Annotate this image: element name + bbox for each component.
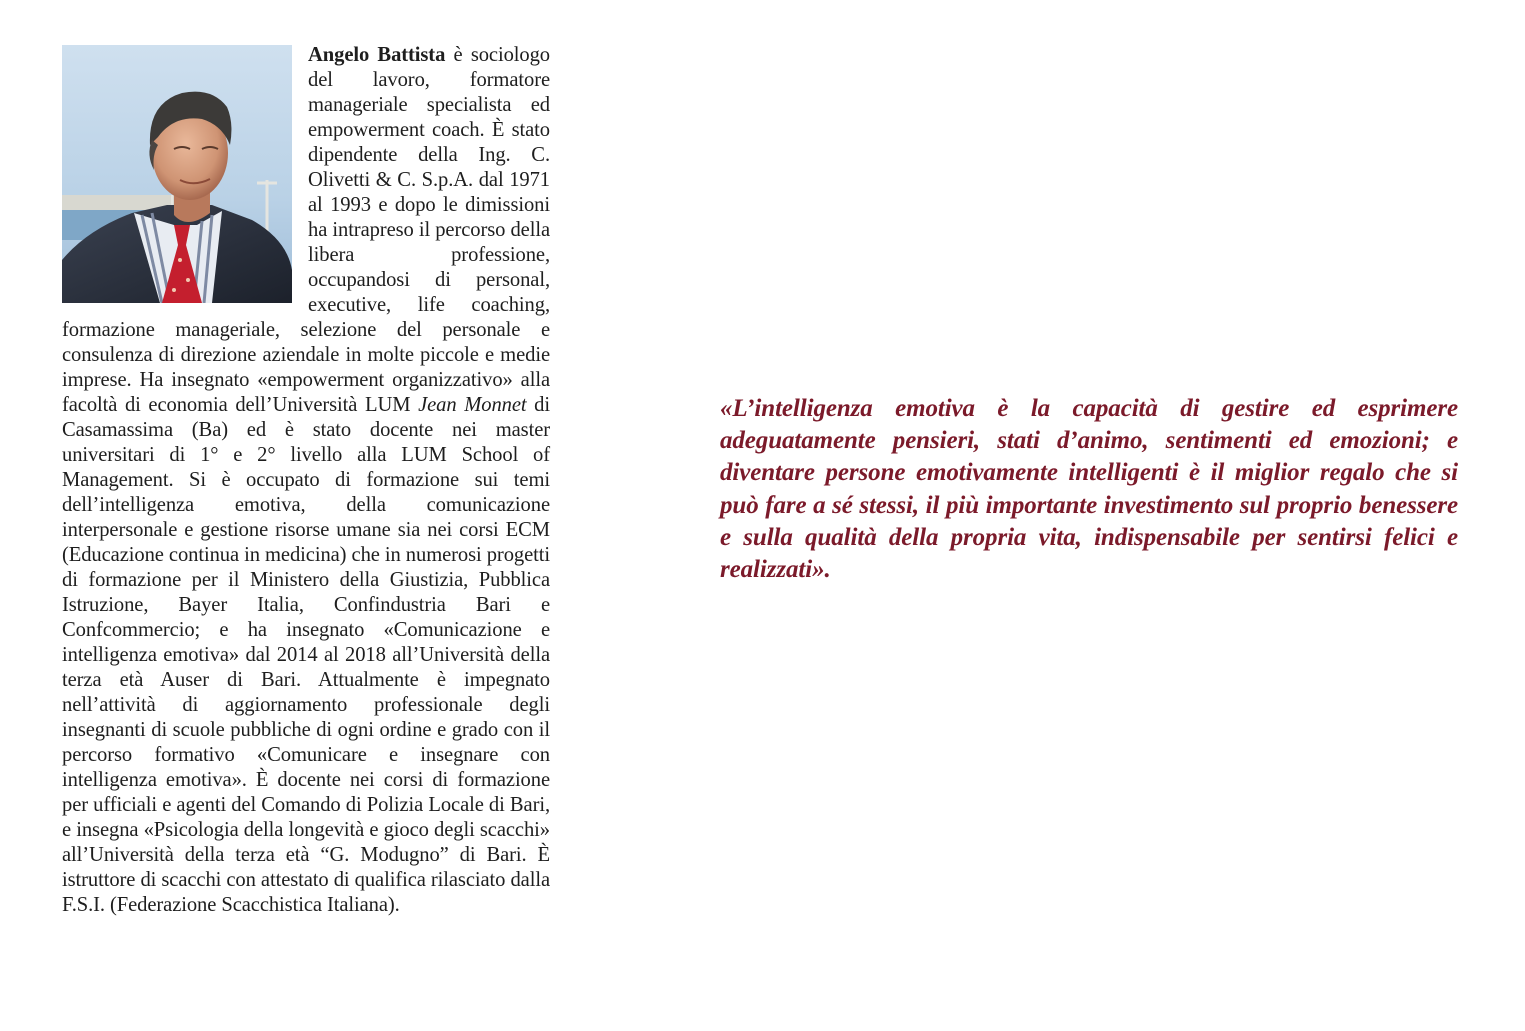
bio-text-part2: di Casamassima (Ba) ed è stato docente nei master universitari di 1° e 2° livello alla LUM School of Management. Si è occupato di formazione sui temi dell’intelligenza emotiva, della comunicazione interpersonale e gestione risorse umane sia nei corsi ECM (Educazione continua in medicina) che in numerosi progetti di formazione per il Ministero della Giustizia, Pubblica Istruzione, Bayer Italia, Confindustria Bari e Confcommercio; e ha insegnato «Comunicazione e intelligenza emotiva» dal 2014 al 2018 all’Università della terza età Auser di Bari. Attualmente è impegnato nell’attività di aggiornamento professionale degli insegnanti di scuole pubbliche di ogni ordine e grado con il percorso formativo «Comunicare e insegnare con intelligenza emotiva». È docente nei corsi di formazione per ufficiali e agenti del Comando di Polizia Locale di Bari, e insegna «Psicologia della longevità e gioco degli scacchi» all’Università della terza età “G. Modugno” di Bari. È istruttore di scacchi con attestato di qualifica rilasciato dalla F.S.I. (Federazione Scacchistica Italiana).	[62, 394, 550, 916]
emotional-intelligence-quote: «L’intelligenza emotiva è la capacità di gestire ed esprimere adeguatamente pensieri, stati d’animo, sentimenti ed emozioni; e diventare persone emotivamente intelligenti è il miglior regalo che si può fare a sé stessi, il più importante investimento sul proprio benessere e sulla qualità della propria vita, indispensabile per sentirsi felici e realizzati».	[720, 395, 1458, 584]
bio-italic-name: Jean Monnet	[418, 394, 527, 416]
author-portrait	[62, 45, 292, 303]
bio-text-part1: è sociologo del lavoro, formatore manageriale specialista ed empowerment coach. È stato dipendente della Ing. C. Olivetti & C. S.p.A. dal 1971 al 1993 e dopo le dimissioni ha intrapreso il percorso della libera professione, occupandosi di personal, executive, life coaching, formazione manageriale, selezione del personale e consulenza di direzione aziendale in molte piccole e medie imprese. Ha insegnato «empowerment organizzativo» alla facoltà di economia dell’Università LUM	[62, 44, 550, 416]
author-name: Angelo Battista	[308, 44, 446, 66]
author-bio-page	[62, 43, 550, 918]
